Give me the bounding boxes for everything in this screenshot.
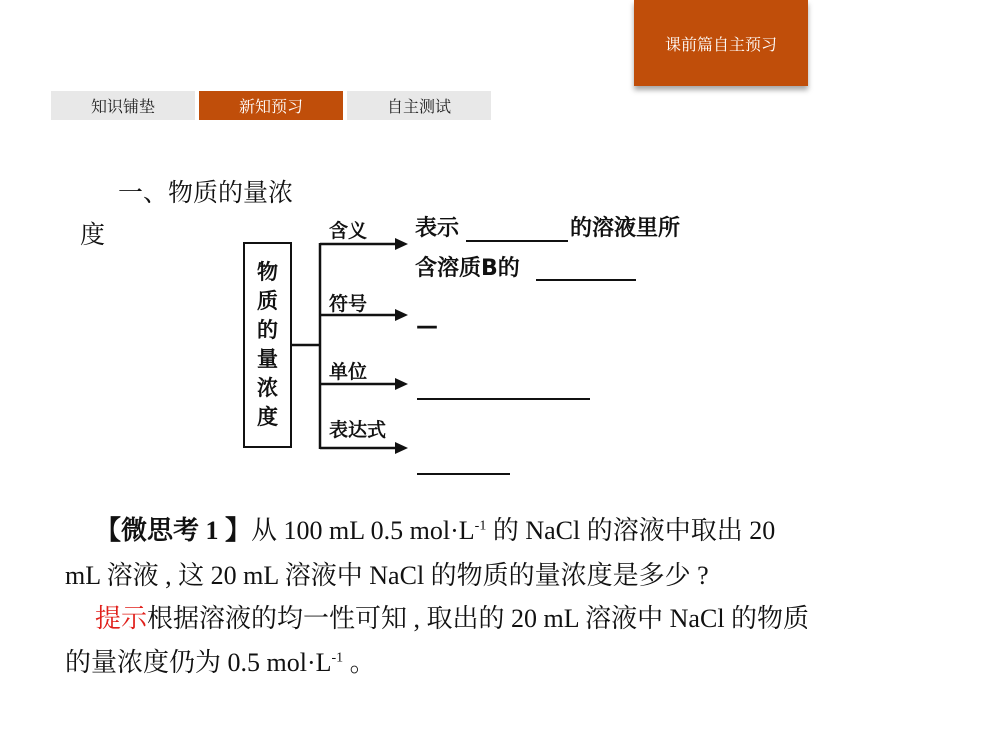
section-heading: 一、物质的量浓 [118,178,294,207]
branch-unit: 单位 [329,361,368,383]
box-char: 质 [257,289,278,313]
hint-line2 [65,642,376,679]
meaning-line2: 含溶质B的 [415,256,520,281]
hint-label: 提示 [95,604,148,633]
hint-text: 根据溶液的均一性可知 , 取出的 20 mL 溶液中 NaCl 的物质 [147,604,810,633]
hint-line1 [95,598,809,635]
tab-self-test[interactable]: 自主测试 [347,91,491,120]
question-text: 的 NaCl 的溶液中取出 20 [486,516,776,545]
question-label: 【微思考 1 】 [95,516,252,545]
superscript: -1 [331,650,344,666]
hint-text: 。 [343,648,376,677]
blank-line [417,473,510,475]
question-line2: mL 溶液 , 这 20 mL 溶液中 NaCl 的物质的量浓度是多少 ? [65,561,709,590]
symbol-dash: — [416,314,438,339]
blank-line [536,279,636,281]
tab-knowledge-base[interactable]: 知识铺垫 [51,91,195,120]
arrow-icon [395,309,408,321]
arrow-icon [395,238,408,250]
branch-symbol: 符号 [329,293,368,315]
hint-text: 的量浓度仍为 0.5 mol·L [65,648,332,677]
section-heading-cont: 度 [80,220,106,249]
box-char: 浓 [257,376,278,400]
box-char: 量 [257,347,278,371]
box-char: 物 [257,260,278,284]
arrow-icon [395,378,408,390]
question-text: 从 100 mL 0.5 mol·L [251,516,475,545]
box-char: 度 [257,405,278,429]
arrow-icon [395,442,408,454]
meaning-prefix: 表示 [415,216,460,241]
superscript: -1 [474,518,487,534]
question-line1 [95,510,775,547]
meaning-mid: 的溶液里所 [570,216,681,241]
tab-new-knowledge-preview[interactable]: 新知预习 [199,91,343,120]
branch-meaning: 含义 [329,220,368,242]
blank-line [417,398,590,400]
box-char: 的 [257,318,278,342]
blank-line [466,240,568,242]
section-label: 课前篇自主预习 [634,0,808,86]
branch-expression: 表达式 [329,419,387,441]
